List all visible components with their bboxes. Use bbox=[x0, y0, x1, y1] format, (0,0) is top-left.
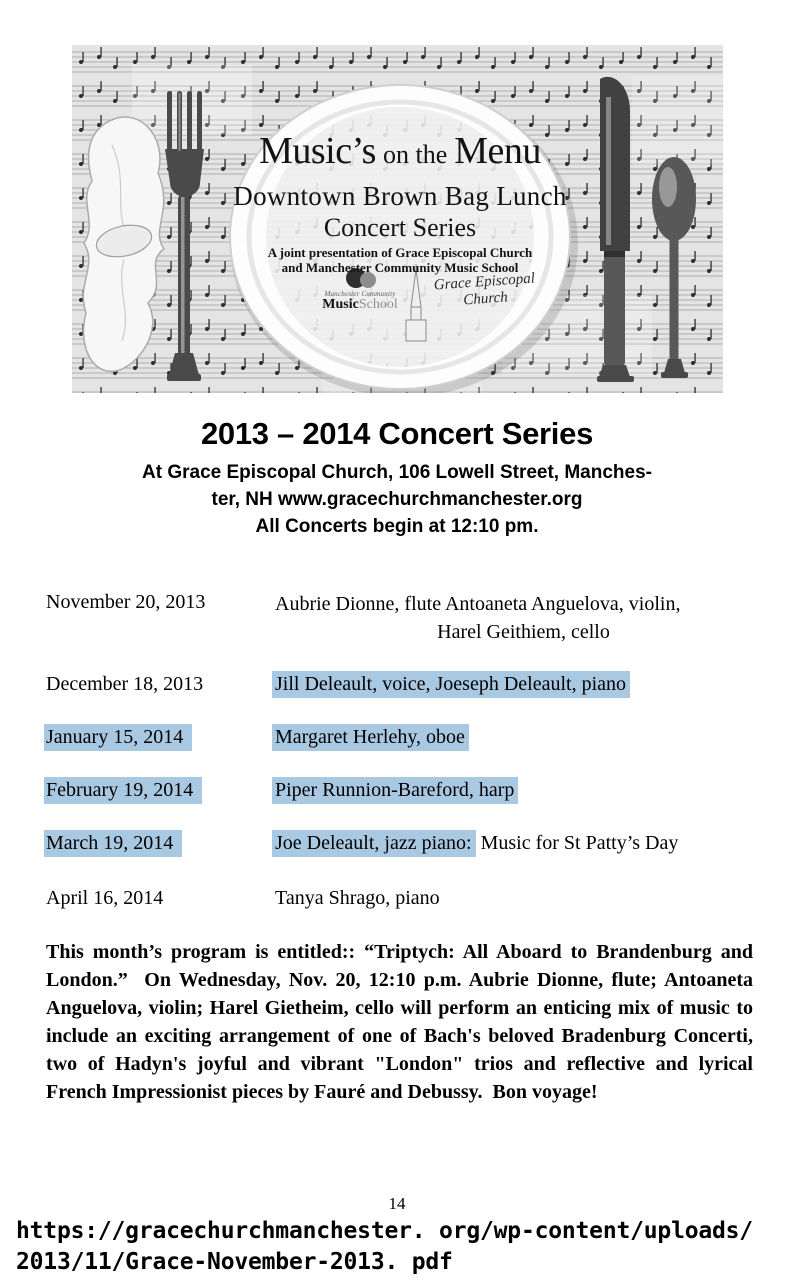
concert-row bbox=[46, 778, 772, 802]
concert-performers-plain: Music for St Patty’s Day bbox=[475, 832, 679, 854]
program-note: This month’s program is entitled:: “Triptych: All Aboard to Brandenburg and London.” On Wednesday, Nov. 20, 12:10 p.m. Aubrie Dionne, flute; Antoaneta Anguelova, violin; Harel Gietheim, cello will perform an enticing mix of music to include an exciting arrangement of one of Bach's beloved Bradenburg Concerti, two of Hadyn's joyful and vibrant "London" trios and reflective and lyrical French Impressionist pieces by Fauré and Debussy. Bon voyage! bbox=[46, 941, 758, 1103]
concert-date-highlighted: February 19, 2014 bbox=[44, 777, 202, 804]
concert-performers-line2: Harel Geithiem, cello bbox=[437, 621, 610, 643]
concert-date-highlighted: January 15, 2014 bbox=[44, 724, 192, 751]
concert-date-cell bbox=[46, 886, 275, 910]
concert-performers: Tanya Shrago, piano bbox=[275, 887, 440, 909]
concert-performers-highlighted: Jill Deleault, voice, Joeseph Deleault, piano bbox=[272, 671, 630, 698]
concert-performers-highlighted: Margaret Herlehy, oboe bbox=[272, 724, 469, 751]
flyer-presentation-line1: A joint presentation of Grace Episcopal Church bbox=[267, 245, 533, 260]
heading-block bbox=[0, 417, 794, 540]
flyer-presentation-line2: and Manchester Community Music School bbox=[281, 260, 519, 275]
concert-row bbox=[46, 725, 772, 749]
concert-date-highlighted: March 19, 2014 bbox=[44, 830, 182, 857]
concert-date-cell bbox=[46, 590, 275, 614]
music-school-logo-tagline: Manchester Community bbox=[324, 290, 396, 298]
concert-row bbox=[46, 886, 772, 910]
source-url bbox=[16, 1216, 794, 1278]
concert-date-cell bbox=[46, 831, 275, 855]
concert-date-cell bbox=[46, 725, 275, 749]
time-note: All Concerts begin at 12:10 pm. bbox=[255, 516, 539, 537]
music-school-logo-name: MusicSchool bbox=[322, 297, 398, 313]
page-title: 2013 – 2014 Concert Series bbox=[200, 416, 594, 451]
concert-row bbox=[46, 672, 772, 696]
source-url-line2: 2013/11/Grace-November-2013. pdf bbox=[16, 1249, 453, 1275]
concert-row bbox=[46, 831, 772, 855]
concert-date-cell bbox=[46, 672, 275, 696]
flyer-title-part2: on the bbox=[382, 140, 448, 169]
concert-date: December 18, 2013 bbox=[46, 673, 204, 695]
concert-performers-highlighted: Piper Runnion-Bareford, harp bbox=[272, 777, 518, 804]
flyer-title-part3: Menu bbox=[454, 130, 541, 172]
flyer-title bbox=[200, 129, 600, 173]
concert-performers: Aubrie Dionne, flute Antoaneta Anguelova, violin, bbox=[275, 593, 681, 615]
flyer-subtitle-line2: Concert Series bbox=[323, 213, 477, 242]
flyer-image bbox=[72, 45, 723, 393]
page-number: 14 bbox=[388, 1194, 406, 1213]
concert-date: November 20, 2013 bbox=[46, 591, 206, 613]
flyer-subtitle-line1: Downtown Brown Bag Lunch bbox=[233, 181, 567, 211]
concert-row bbox=[46, 590, 772, 646]
concert-performers-cell bbox=[275, 590, 772, 646]
concert-date: April 16, 2014 bbox=[46, 887, 164, 909]
music-school-logo bbox=[304, 291, 416, 313]
address-line1: At Grace Episcopal Church, 106 Lowell Street, Manches- bbox=[142, 462, 652, 483]
napkin bbox=[83, 117, 164, 371]
grace-church-logo-line1: Grace Episcopal bbox=[433, 270, 536, 294]
source-url-line1: https://gracechurchmanchester. org/wp-content/uploads/ bbox=[16, 1218, 753, 1244]
concert-performers-highlighted: Joe Deleault, jazz piano: bbox=[272, 830, 476, 857]
address-line2: ter, NH www.gracechurchmanchester.org bbox=[211, 489, 583, 510]
grace-church-logo-line2: Church bbox=[462, 289, 509, 309]
concert-date-cell bbox=[46, 778, 275, 802]
flyer-title-part1: Music’s bbox=[259, 130, 376, 172]
